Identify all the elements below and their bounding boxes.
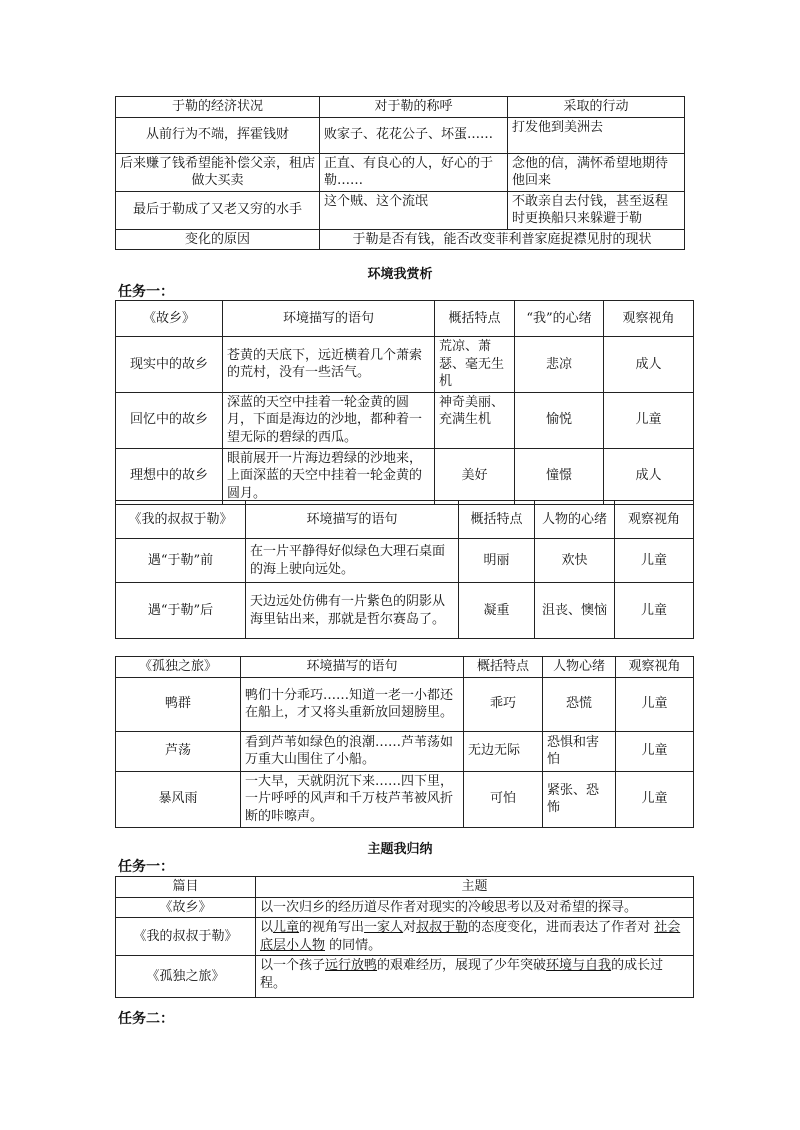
header-cell: 人物心绪 (543, 657, 616, 678)
header-cell: 人物的心绪 (535, 501, 615, 539)
theme-cell (256, 897, 694, 918)
table-cell: 理想中的故乡 (116, 448, 223, 504)
table-cell: 回忆中的故乡 (116, 392, 223, 448)
table-row (116, 771, 694, 827)
table-cell: 沮丧、懊恼 (535, 583, 615, 639)
table-cell: 紧张、恐怖 (543, 771, 616, 827)
table-row (116, 448, 694, 504)
table-cell: 凝重 (459, 583, 535, 639)
table-cell: 荒凉、萧瑟、毫无生机 (435, 337, 515, 393)
theme-text: 以一次归乡的经历道尽作者对现实的冷峻思考以及对希望的探寻。 (260, 899, 638, 915)
table-row (116, 337, 694, 393)
table-cell: 深蓝的天空中挂着一轮金黄的圆月，下面是海边的沙地，都种着一望无际的碧绿的西瓜。 (223, 392, 435, 448)
table-cell: 无边无际 (464, 731, 543, 771)
table-cell: 念他的信，满怀希望地期待他回来 (508, 153, 685, 191)
header-cell: 采取的行动 (508, 97, 685, 118)
table-row (116, 731, 694, 771)
reason-label: 变化的原因 (116, 229, 320, 250)
theme-table (115, 876, 694, 998)
table-header-row (116, 657, 694, 678)
table-cell: 儿童 (616, 771, 694, 827)
table-cell: 眼前展开一片海边碧绿的沙地来，上面深蓝的天空中挂着一轮金黄的圆月。 (223, 448, 435, 504)
table-cell: 《故乡》 (116, 897, 256, 918)
table-cell: 芦荡 (116, 731, 241, 771)
table-cell: 败家子、花花公子、坏蛋…… (320, 117, 508, 153)
underlined-keyword: 社会底层小人物 (260, 920, 681, 953)
table-cell: 《我的叔叔于勒》 (116, 918, 256, 956)
table-cell: 恐惧和害怕 (543, 731, 616, 771)
table-row (116, 392, 694, 448)
table-cell: 儿童 (615, 583, 694, 639)
task-label: 任务一： (118, 859, 174, 875)
table-cell: 现实中的故乡 (116, 337, 223, 393)
table-cell: 鸭群 (116, 677, 241, 731)
table-cell: 在一片平静得好似绿色大理石桌面的海上驶向远处。 (246, 539, 459, 583)
table-row (116, 153, 685, 191)
table-cell: 正直、有良心的人，好心的于勒…… (320, 153, 508, 191)
reason-text: 于勒是否有钱，能否改变菲利普家庭捉襟见肘的现状 (320, 229, 685, 250)
header-cell: 环境描写的语句 (223, 301, 435, 337)
table-row (116, 539, 694, 583)
table-cell: 后来赚了钱希望能补偿父亲，租店做大买卖 (116, 153, 320, 191)
table-cell: 暴风雨 (116, 771, 241, 827)
table-cell: 恐慌 (543, 677, 616, 731)
table-cell: 看到芦苇如绿色的浪潮……芦苇荡如万重大山围住了小船。 (241, 731, 464, 771)
table-cell: 苍黄的天底下，远近横着几个萧索的荒村，没有一些活气。 (223, 337, 435, 393)
header-cell: “我”的心绪 (515, 301, 604, 337)
task-label: 任务二： (118, 1011, 174, 1027)
section-title-environment: 环境我赏析 (367, 267, 433, 282)
table-cell: 一大早，天就阴沉下来……四下里，一片呼呼的风声和千万枝芦苇被风折断的咔嚓声。 (241, 771, 464, 827)
table-cell: 悲凉 (515, 337, 604, 393)
theme-text: 以一个孩子 (260, 958, 326, 974)
theme-text: 的视角写出 (299, 920, 365, 936)
header-cell: 概括特点 (459, 501, 535, 539)
table-cell: 可怕 (464, 771, 543, 827)
theme-text: 的艰难经历，展现了少年突破 (377, 958, 547, 974)
header-cell: 观察视角 (616, 657, 694, 678)
theme-text: 的同情。 (325, 937, 382, 953)
table-cell: 最后于勒成了又老又穷的水手 (116, 191, 320, 229)
table-header-row (116, 501, 694, 539)
table-cell: 儿童 (616, 677, 694, 731)
theme-text: 的态度变化，进而表达了作者对 (468, 920, 655, 936)
table-cell: 欢快 (535, 539, 615, 583)
section-title-theme: 主题我归纳 (367, 842, 433, 857)
header-cell: 《故乡》 (116, 301, 223, 337)
table-cell: 天边远处仿佛有一片紫色的阴影从海里钻出来，那就是哲尔赛岛了。 (246, 583, 459, 639)
table-cell: 愉悦 (515, 392, 604, 448)
yule-economic-table (115, 96, 685, 250)
table-row (116, 956, 694, 998)
header-cell: 对于勒的称呼 (320, 97, 508, 118)
theme-text: 的成长过程。 (260, 958, 664, 991)
header-cell: 于勒的经济状况 (116, 97, 320, 118)
table-cell: 憧憬 (515, 448, 604, 504)
underlined-keyword: 一家人 (364, 920, 404, 936)
underlined-keyword: 远行放鸭 (325, 958, 378, 974)
table-row (116, 677, 694, 731)
table-cell: 儿童 (616, 731, 694, 771)
header-cell: 观察视角 (604, 301, 694, 337)
theme-text: 对 (403, 920, 417, 936)
table-cell: 明丽 (459, 539, 535, 583)
table-cell: 不敢亲自去付钱，甚至返程时更换船只来躲避于勒 (508, 191, 685, 229)
table-cell: 这个贼、这个流氓 (320, 191, 508, 229)
table-cell: 遇“于勒”前 (116, 539, 246, 583)
header-cell: 《我的叔叔于勒》 (116, 501, 246, 539)
table-header-row (116, 301, 694, 337)
header-cell: 观察视角 (615, 501, 694, 539)
underlined-keyword: 叔叔于勒 (416, 920, 469, 936)
table-cell: 儿童 (604, 392, 694, 448)
table-cell: 遇“于勒”后 (116, 583, 246, 639)
theme-cell (256, 956, 694, 998)
gudu-table (115, 656, 694, 828)
header-cell: 《孤独之旅》 (116, 657, 241, 678)
table-cell: 美好 (435, 448, 515, 504)
table-cell: 乖巧 (464, 677, 543, 731)
table-cell: 成人 (604, 337, 694, 393)
table-header-row (116, 877, 694, 898)
table-cell: 鸭们十分乖巧……知道一老一小都还在船上，才又将头重新放回翅膀里。 (241, 677, 464, 731)
table-cell: 成人 (604, 448, 694, 504)
task-label: 任务一： (118, 284, 174, 300)
table-cell: 《孤独之旅》 (116, 956, 256, 998)
theme-text: 以 (260, 920, 274, 936)
table-row (116, 897, 694, 918)
table-header-row (116, 97, 685, 118)
table-row (116, 229, 685, 250)
table-cell: 儿童 (615, 539, 694, 583)
table-row (116, 117, 685, 153)
header-cell: 篇目 (116, 877, 256, 898)
theme-cell (256, 918, 694, 956)
table-row (116, 191, 685, 229)
header-cell: 环境描写的语句 (241, 657, 464, 678)
underlined-keyword: 儿童 (273, 920, 300, 936)
header-cell: 概括特点 (464, 657, 543, 678)
header-cell: 主题 (256, 877, 694, 898)
guxiang-table (115, 300, 694, 505)
header-cell: 概括特点 (435, 301, 515, 337)
header-cell: 环境描写的语句 (246, 501, 459, 539)
table-cell: 打发他到美洲去 (508, 117, 685, 153)
table-cell: 从前行为不端，挥霍钱财 (116, 117, 320, 153)
yule-environment-table (115, 500, 694, 639)
underlined-keyword: 环境与自我 (546, 958, 612, 974)
table-row (116, 583, 694, 639)
table-cell: 神奇美丽、充满生机 (435, 392, 515, 448)
table-row (116, 918, 694, 956)
